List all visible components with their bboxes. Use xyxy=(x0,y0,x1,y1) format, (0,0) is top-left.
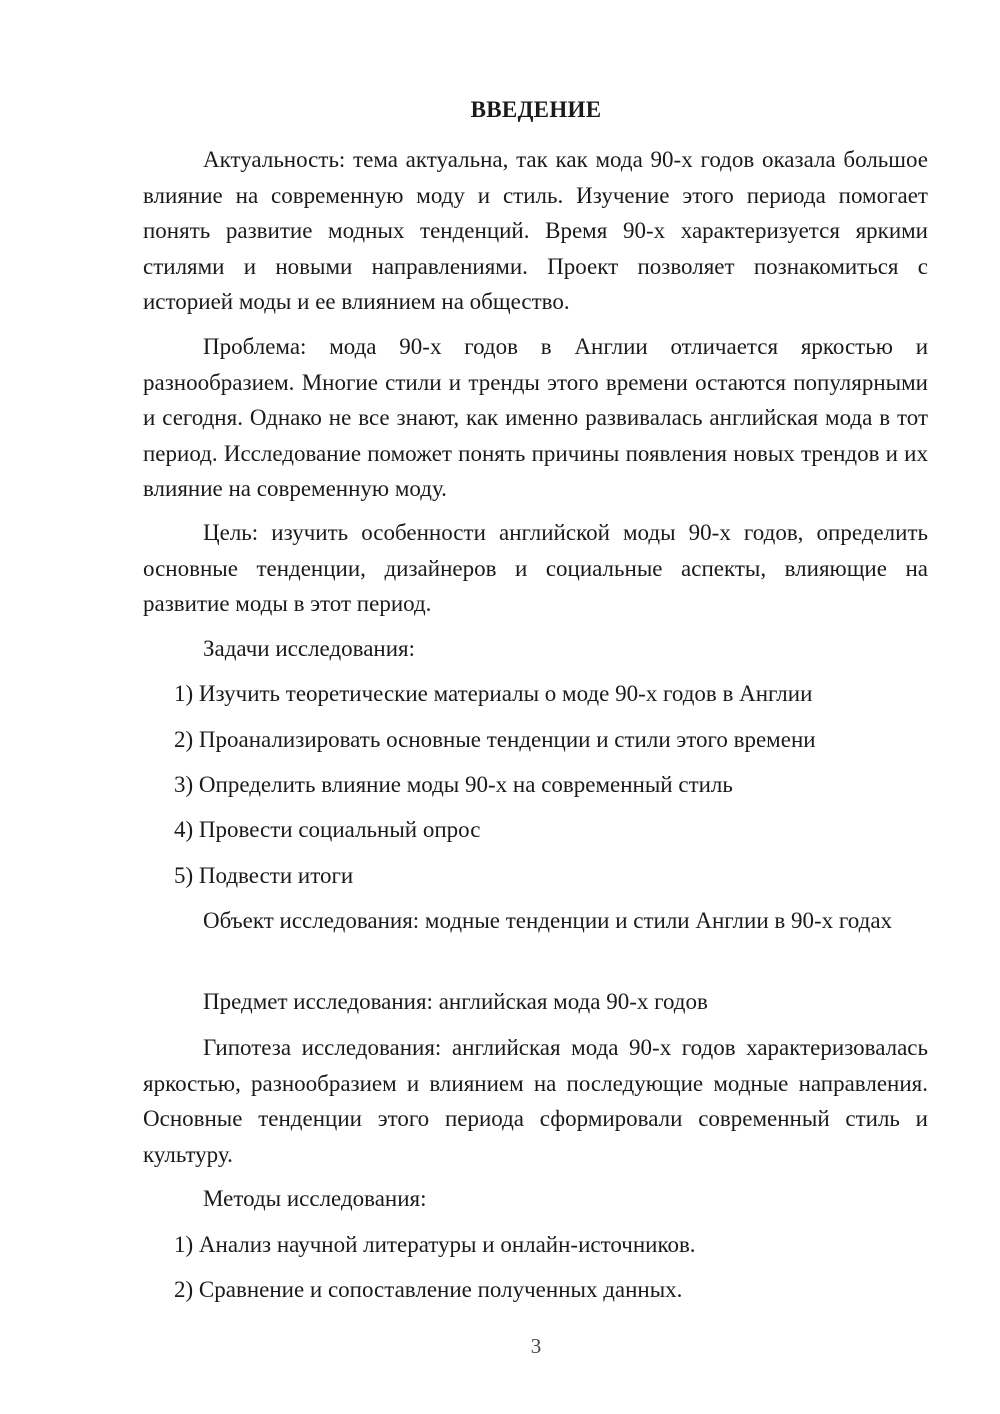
subject-paragraph: Предмет исследования: английская мода 90-х годов xyxy=(203,989,708,1014)
tasks-heading: Задачи исследования: xyxy=(203,636,416,661)
object-paragraph: Объект исследования: модные тенденции и стили Англии в 90-х годах xyxy=(203,908,893,933)
method-item: 2) Сравнение и сопоставление полученных данных. xyxy=(174,1277,683,1302)
task-item: 4) Провести социальный опрос xyxy=(174,817,481,842)
task-item: 2) Проанализировать основные тенденции и стили этого времени xyxy=(174,727,816,752)
task-item: 3) Определить влияние моды 90-х на современный стиль xyxy=(174,772,733,797)
task-item: 1) Изучить теоретические материалы о моде 90-х годов в Англии xyxy=(174,681,813,706)
hypothesis-paragraph: Гипотеза исследования: английская мода 90-х годов характеризовалась яркостью, разнообразием и влиянием на последующие модные направления. Основные тенденции этого периода сформировали современный стиль и культуру. xyxy=(143,1035,928,1167)
goal-paragraph: Цель: изучить особенности английской моды 90-х годов, определить основные тенденции, дизайнеров и социальные аспекты, влияющие на развитие моды в этот период. xyxy=(143,520,928,616)
page-title: ВВЕДЕНИЕ xyxy=(470,97,602,122)
problem-paragraph: Проблема: мода 90-х годов в Англии отличается яркостью и разнообразием. Многие стили и тренды этого времени остаются популярными и сегодня. Однако не все знают, как именно развивалась английская мода в тот период. Исследование поможет понять причины появления новых трендов и их влияние на современную моду. xyxy=(143,334,928,501)
relevance-paragraph: Актуальность: тема актуальна, так как мода 90-х годов оказала большое влияние на современную моду и стиль. Изучение этого периода помогает понять развитие модных тенденций. Время 90-х характеризуется яркими стилями и новыми направлениями. Проект позволяет познакомиться с историей моды и ее влиянием на общество. xyxy=(143,147,928,314)
methods-heading: Методы исследования: xyxy=(203,1186,427,1211)
method-item: 1) Анализ научной литературы и онлайн-источников. xyxy=(174,1232,696,1257)
task-item: 5) Подвести итоги xyxy=(174,863,354,888)
page-number: 3 xyxy=(530,1334,542,1358)
